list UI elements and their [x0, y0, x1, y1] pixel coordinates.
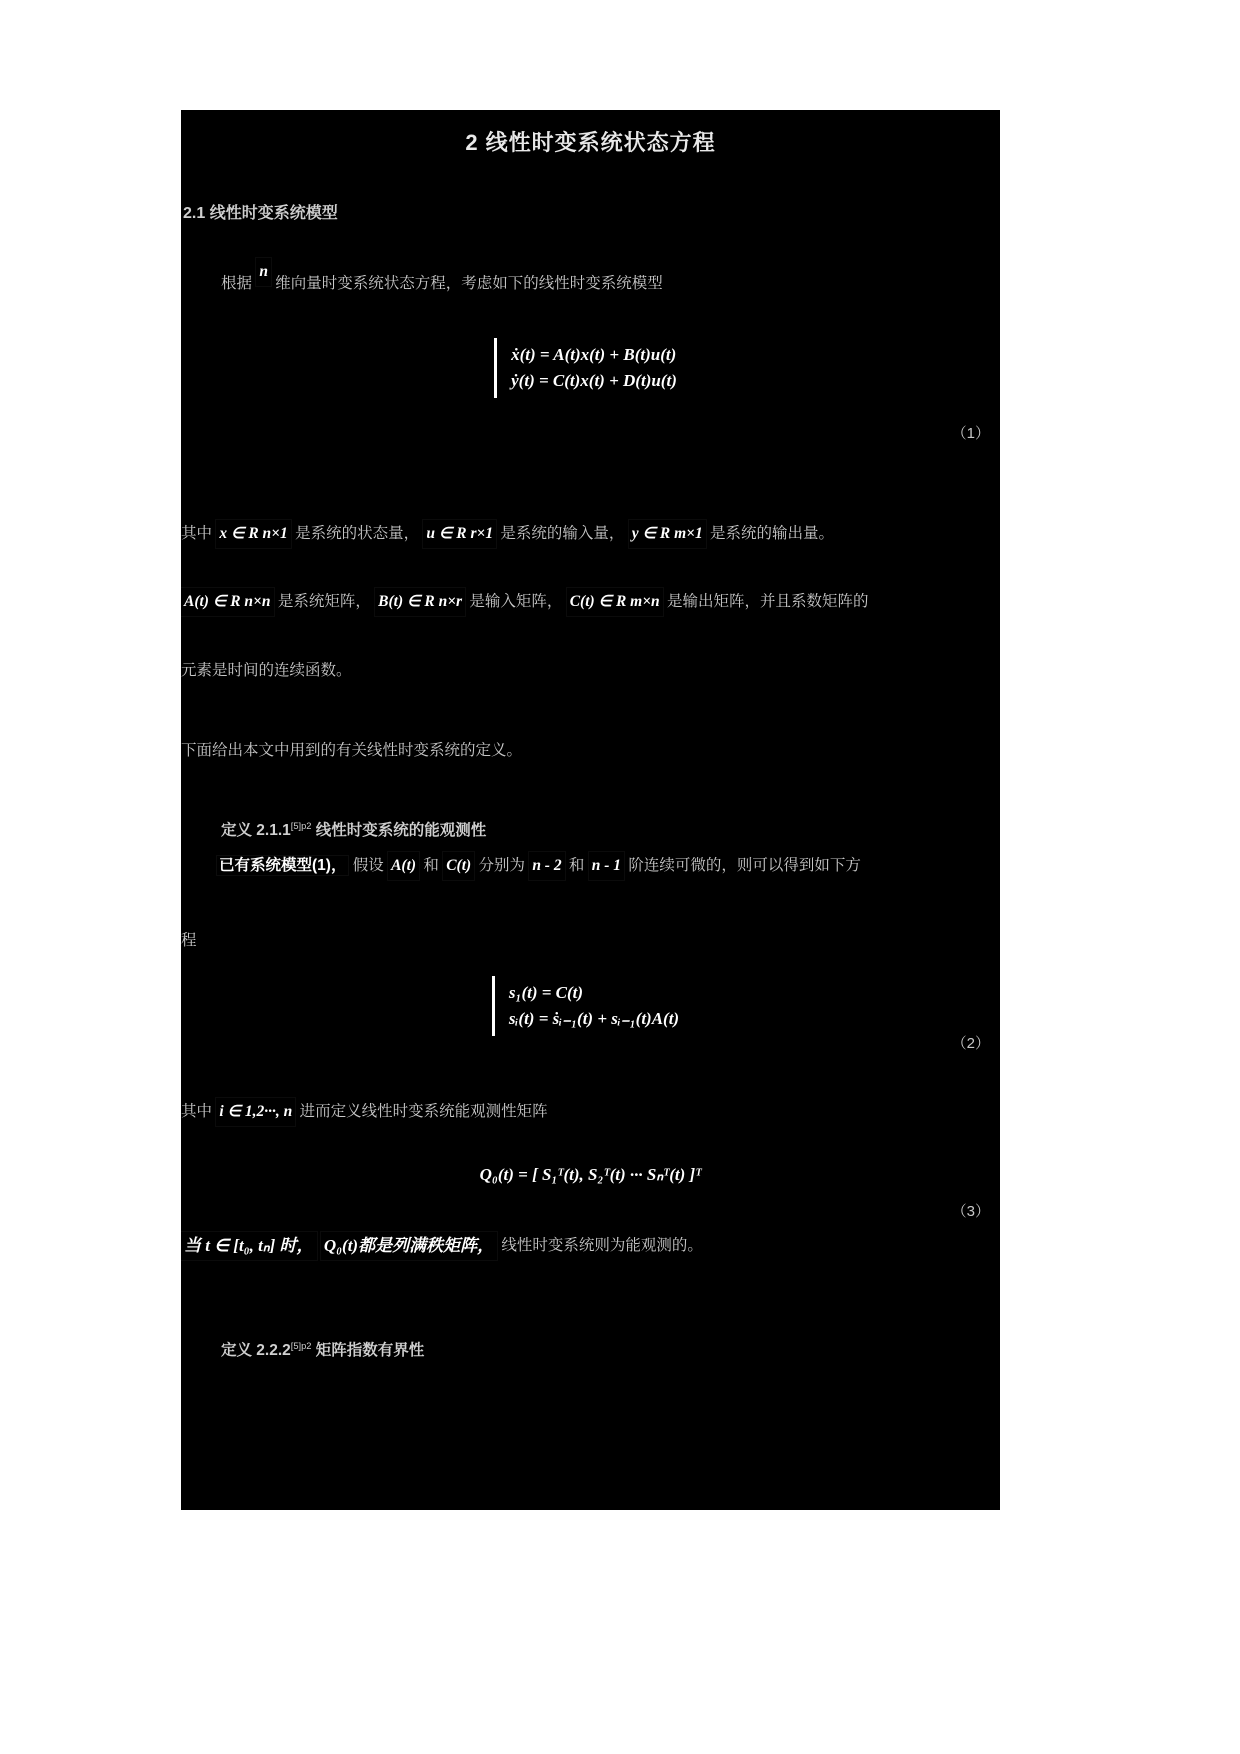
paragraph-index [181, 1098, 1000, 1126]
inline-formula-y: y ∈ R m×1 [629, 520, 706, 548]
definition-1-sup: [5]p2 [290, 820, 312, 831]
equation-1-line-1: ẋ(t) = A(t)x(t) + B(t)u(t) [511, 345, 677, 364]
section-heading: 2.1 线性时变系统模型 [183, 205, 338, 222]
symbols-text-2: 是系统的状态量， [295, 525, 420, 543]
observability-text: 线性时变系统则为能观测的。 [501, 1237, 703, 1255]
definition-1-body-2: 和 [423, 857, 439, 875]
equation-2-number: （2） [951, 1035, 990, 1052]
definition-2-title [221, 1338, 424, 1360]
paragraph-intro-before: 根据 [221, 275, 253, 293]
inline-formula-x: x ∈ R n×1 [216, 520, 290, 548]
paragraph-symbols-2-cont: 元素是时间的连续函数。 [181, 662, 352, 679]
equation-2-block [181, 976, 1000, 1036]
inline-formula-u: u ∈ R r×1 [423, 520, 496, 548]
equation-2 [492, 976, 689, 1036]
definition-1-label: 定义 2.1.1 [221, 822, 291, 839]
matrix-text-3: 是输出矩阵，并且系数矩阵的 [666, 593, 869, 611]
paragraph-symbols-2 [181, 588, 1000, 616]
paragraph-intro [221, 263, 961, 298]
equation-1-block [181, 338, 1000, 398]
inline-formula-B: B(t) ∈ R n×r [375, 588, 465, 616]
inline-formula-Q0-full-rank: Q₀(t)都是列满秩矩阵， [321, 1232, 497, 1260]
index-text-2: 进而定义线性时变系统能观测性矩阵 [299, 1103, 548, 1121]
definition-1-body [217, 852, 1000, 880]
page-title: 2 线性时变系统状态方程 [465, 130, 716, 155]
definition-1-body-highlight: 已有系统模型(1)， [219, 857, 347, 875]
equation-3 [470, 1158, 712, 1192]
definition-1-text: 线性时变系统的能观测性 [315, 822, 487, 839]
equation-1 [494, 338, 687, 398]
inline-formula-n: n [256, 258, 271, 286]
definition-1-body-4: 和 [568, 857, 585, 875]
inline-formula-A: A(t) ∈ R n×n [181, 588, 274, 616]
inline-formula-n-minus-2: n - 2 [529, 852, 564, 880]
equation-3-number: （3） [951, 1203, 990, 1220]
inline-formula-At: A(t) [388, 852, 419, 880]
index-text-1: 其中 [181, 1103, 213, 1121]
inline-formula-t-interval: 当 t ∈ [t₀, tₙ] 时， [181, 1232, 317, 1260]
definition-1-title [221, 818, 486, 840]
symbols-text-3: 是系统的输入量， [500, 525, 625, 543]
equation-2-line-2: sᵢ(t) = ṡᵢ₋₁(t) + sᵢ₋₁(t)A(t) [508, 1009, 680, 1028]
equation-3-block [181, 1158, 1000, 1192]
definition-1-body-3: 分别为 [478, 857, 525, 875]
paragraph-definitions-intro: 下面给出本文中用到的有关线性时变系统的定义。 [181, 742, 523, 759]
inline-formula-Ct: C(t) [443, 852, 474, 880]
matrix-text-2: 是输入矩阵， [469, 593, 563, 611]
inline-formula-C: C(t) ∈ R m×n [567, 588, 663, 616]
definition-1-body-cont: 程 [181, 932, 197, 949]
matrix-text-1: 是系统矩阵， [277, 593, 371, 611]
definition-2-label: 定义 2.2.2 [221, 1342, 291, 1359]
equation-1-number: （1） [951, 425, 990, 442]
paragraph-symbols-1 [181, 520, 1000, 548]
paragraph-observability [181, 1232, 1000, 1260]
page-content [181, 110, 1000, 1510]
symbols-text-4: 是系统的输出量。 [710, 525, 835, 543]
paragraph-intro-after: 维向量时变系统状态方程，考虑如下的线性时变系统模型 [275, 275, 663, 293]
inline-formula-n-minus-1: n - 1 [589, 852, 624, 880]
equation-3-line-1: Q₀(t) = [ S₁ᵀ(t), S₂ᵀ(t) ··· Sₙᵀ(t) ]ᵀ [479, 1165, 702, 1184]
definition-1-body-5: 阶连续可微的，则可以得到如下方 [628, 857, 861, 875]
equation-2-line-1: s₁(t) = C(t) [508, 983, 584, 1002]
definition-2-text: 矩阵指数有界性 [315, 1342, 425, 1359]
document-page [181, 110, 1000, 1510]
symbols-text-1: 其中 [181, 525, 213, 543]
definition-1-body-1: 假设 [352, 857, 384, 875]
equation-1-line-2: ẏ(t) = C(t)x(t) + D(t)u(t) [511, 371, 677, 390]
definition-2-sup: [5]p2 [290, 1340, 312, 1351]
inline-formula-i: i ∈ 1,2···, n [216, 1098, 295, 1126]
